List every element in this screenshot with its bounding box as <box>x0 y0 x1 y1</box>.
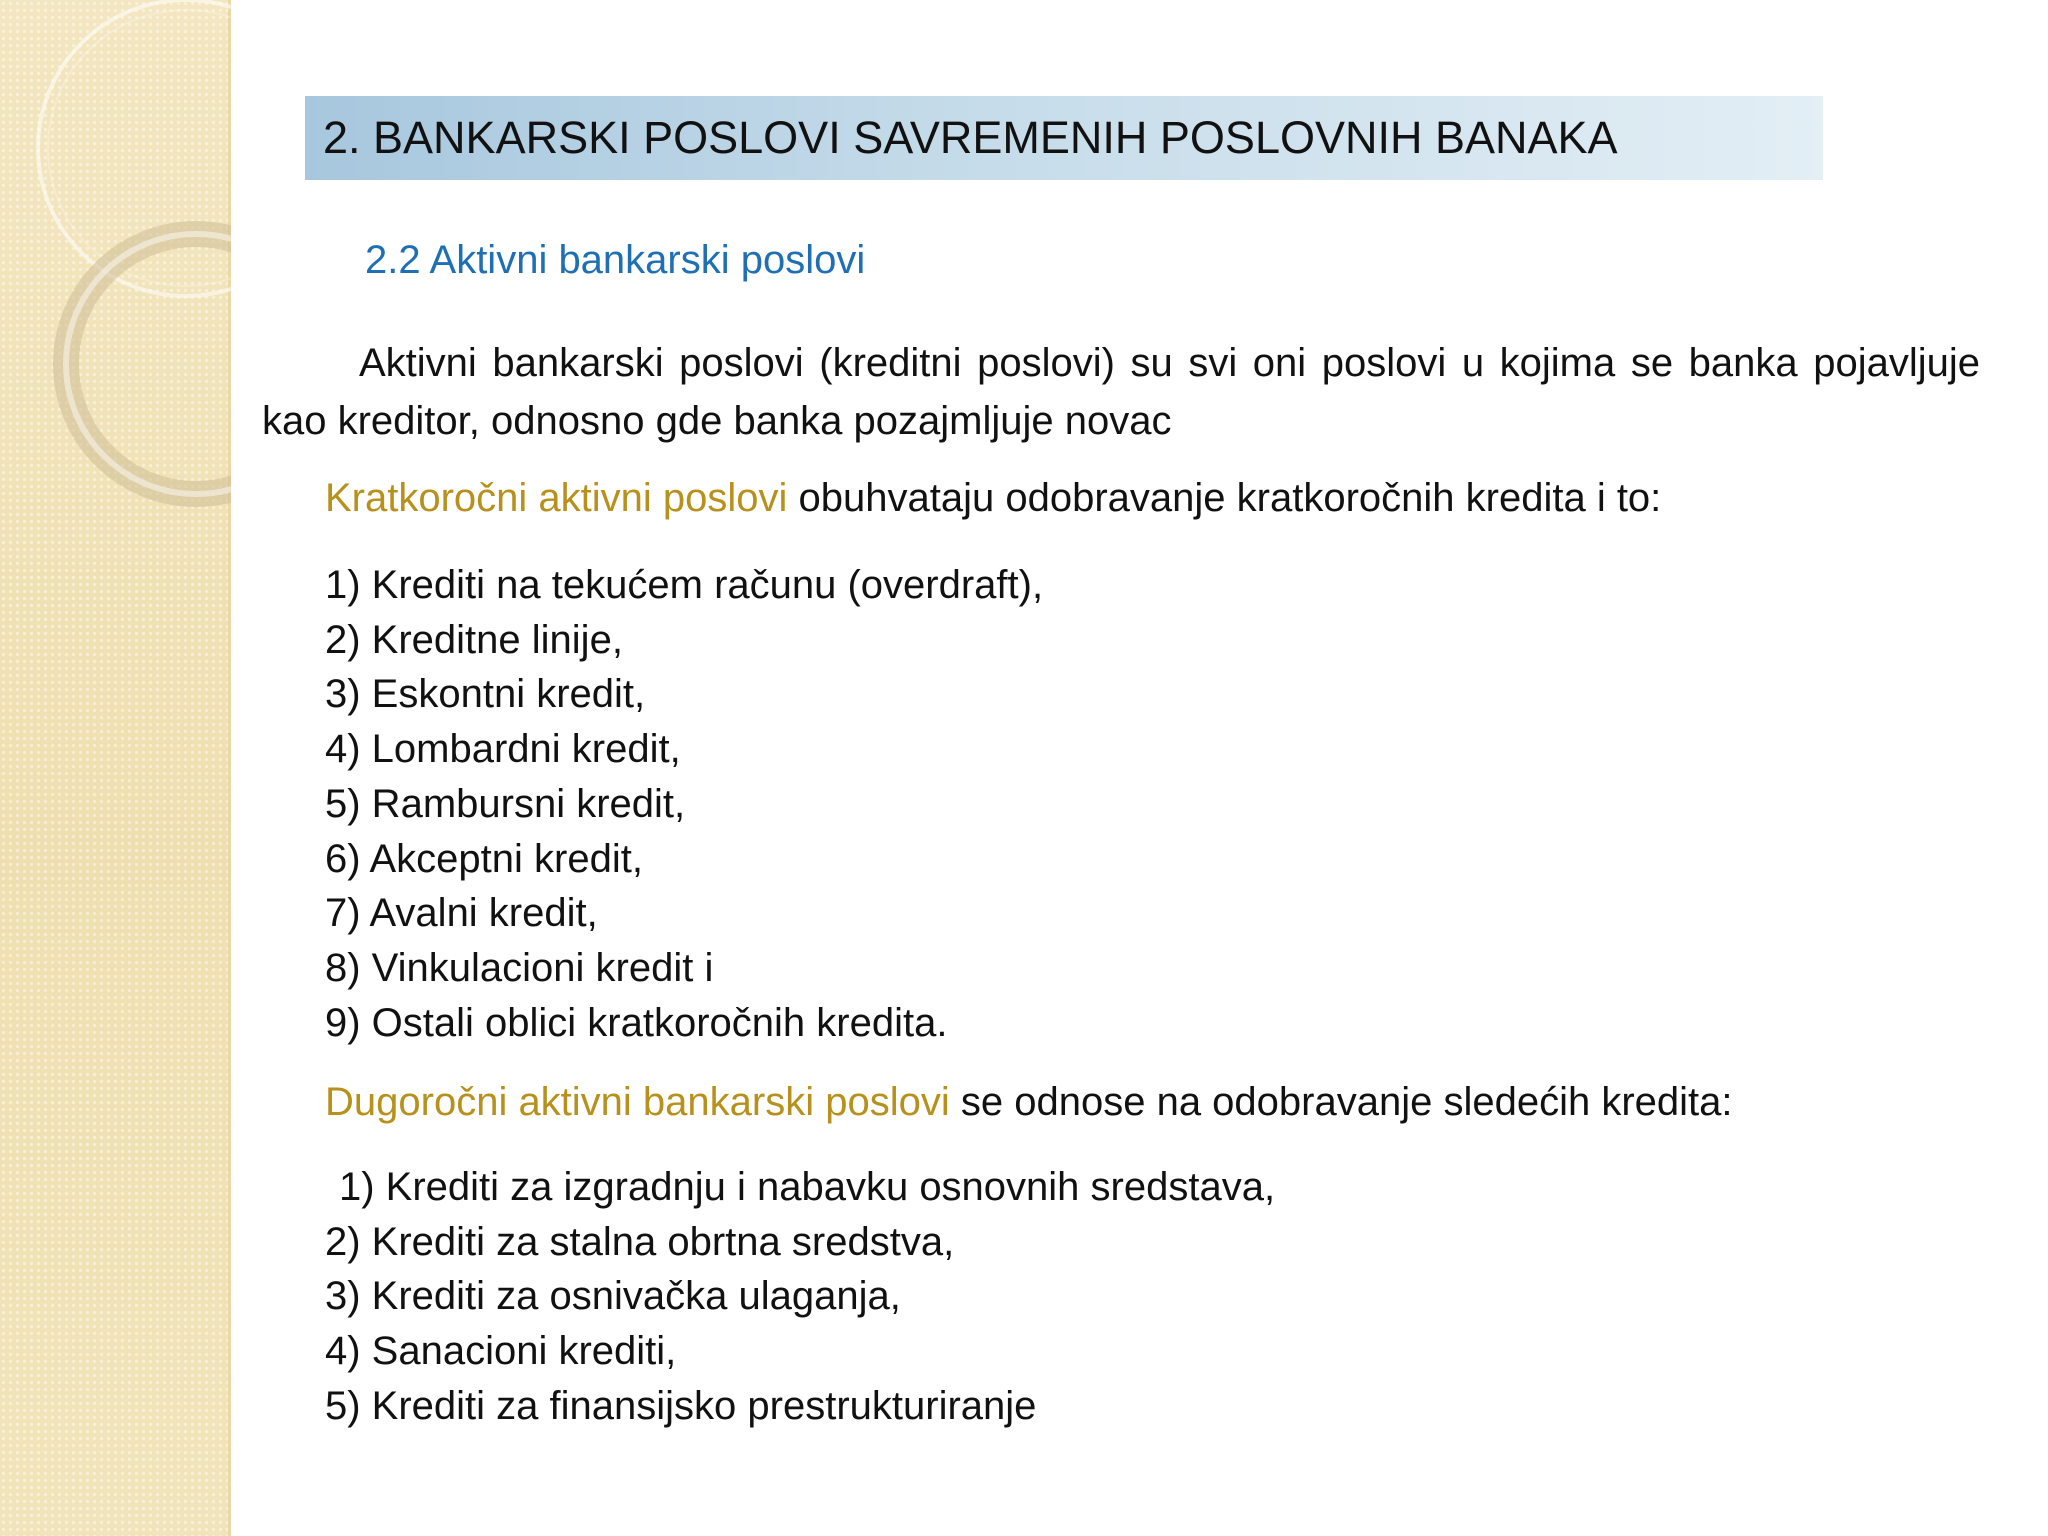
short-term-lead <box>325 476 1661 521</box>
list-item: 2) Krediti za stalna obrtna sredstva, <box>325 1219 955 1264</box>
list-item: 1) Krediti na tekućem računu (overdraft), <box>325 563 1044 607</box>
list-item: 2) Kreditne linije, <box>325 617 623 662</box>
decorative-rings <box>0 0 231 520</box>
list-item: 3) Eskontni kredit, <box>325 672 646 717</box>
list-item: 4) Lombardni kredit, <box>325 727 681 772</box>
list-item: 6) Akceptni kredit, <box>325 836 643 881</box>
intro-paragraph: Aktivni bankarski poslovi (kreditni poslovi) su svi oni poslovi u kojima se banka pojavljuje kao kreditor, odnosno gde banka pozajmljuje novac <box>262 341 1980 443</box>
short-term-list <box>325 558 1043 1050</box>
list-item: 9) Ostali oblici kratkoročnih kredita. <box>325 1000 948 1045</box>
list-item: 3) Krediti za osnivačka ulaganja, <box>325 1274 901 1319</box>
list-item: 5) Krediti za finansijsko prestrukturiranje <box>325 1383 1037 1428</box>
short-term-highlight: Kratkoročni aktivni poslovi <box>325 476 788 520</box>
long-term-highlight: Dugoročni aktivni bankarski poslovi <box>325 1080 950 1124</box>
list-item: 8) Vinkulacioni kredit i <box>325 945 714 990</box>
list-item: 4) Sanacioni krediti, <box>325 1329 677 1374</box>
title-bar <box>305 96 1823 180</box>
list-item: 5) Rambursni kredit, <box>325 781 686 826</box>
section-subtitle: 2.2 Aktivni bankarski poslovi <box>365 238 866 282</box>
long-term-rest: se odnose na odobravanje sledećih kredita: <box>949 1080 1733 1124</box>
long-term-lead <box>325 1080 1733 1125</box>
short-term-rest: obuhvataju odobravanje kratkoročnih kredita i to: <box>787 476 1662 520</box>
long-term-list <box>325 1160 1275 1434</box>
list-item: 7) Avalni kredit, <box>325 891 598 936</box>
slide-title: 2. BANKARSKI POSLOVI SAVREMENIH POSLOVNIH BANAKA <box>323 112 1618 163</box>
list-item: 1) Krediti za izgradnju i nabavku osnovnih sredstava, <box>339 1165 1276 1209</box>
